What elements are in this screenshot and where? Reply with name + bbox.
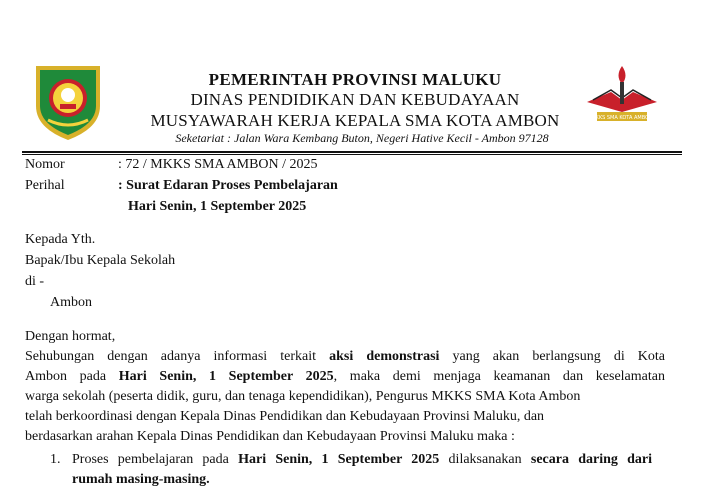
recipient-salutation: Kepada Yth. (25, 232, 96, 247)
body-emphasis: Hari Senin, 1 September 2025 (118, 369, 334, 384)
mkks-emblem-logo (581, 62, 663, 126)
list-emphasis: secara daring dari (530, 452, 653, 467)
body-line-2 (25, 367, 665, 387)
list-item-body (72, 450, 652, 490)
list-item-number: 1. (50, 452, 61, 467)
body-line-3: warga sekolah (peserta didik, guru, dan tenaga kependidikan), Pengurus MKKS SMA Kota Ambon (25, 389, 581, 404)
body-emphasis: aksi demonstrasi (329, 349, 440, 364)
greeting: Dengan hormat, (25, 329, 116, 344)
body-text: , maka demi menjaga keamanan dan keselamatan (333, 369, 665, 384)
nomor-value: : 72 / MKKS SMA AMBON / 2025 (118, 157, 318, 172)
letterhead (120, 70, 590, 146)
letterhead-line-agency: DINAS PENDIDIKAN DAN KEBUDAYAAN (190, 90, 520, 109)
body-line-4: telah berkoordinasi dengan Kepala Dinas Pendidikan dan Kebudayaan Provinsi Maluku, dan (25, 409, 545, 424)
list-emphasis: Hari Senin, 1 September 2025 (238, 452, 440, 467)
list-text: dilaksanakan (439, 452, 531, 467)
letterhead-line-government: PEMERINTAH PROVINSI MALUKU (208, 70, 502, 89)
body-line-1 (25, 347, 665, 367)
body-text: Ambon pada (25, 369, 119, 384)
list-text: Proses pembelajaran pada (72, 452, 239, 467)
body-text: Sehubungan dengan adanya informasi terkait (25, 349, 330, 364)
emblem-banner-text: MKKS SMA KOTA AMBON (591, 115, 653, 121)
body-line-5: berdasarkan arahan Kepala Dinas Pendidikan dan Kebudayaan Provinsi Maluku maka : (25, 429, 515, 444)
letterhead-rule-thick (22, 151, 682, 153)
list-emphasis: rumah masing-masing. (72, 472, 210, 487)
nomor-label: Nomor (25, 157, 65, 172)
recipient-di: di - (25, 274, 45, 289)
letterhead-line-organization: MUSYAWARAH KERJA KEPALA SMA KOTA AMBON (150, 111, 560, 130)
recipient-city: Ambon (50, 295, 92, 310)
perihal-date: Hari Senin, 1 September 2025 (128, 199, 307, 214)
body-paragraph (25, 347, 665, 447)
body-text: yang akan berlangsung di Kota (439, 349, 666, 364)
perihal-value: : Surat Edaran Proses Pembelajaran (118, 178, 338, 193)
recipient-name: Bapak/Ibu Kepala Sekolah (25, 253, 176, 268)
perihal-label: Perihal (25, 178, 65, 193)
letterhead-address: Seketariat : Jalan Wara Kembang Buton, Negeri Hative Kecil - Ambon 97128 (175, 131, 549, 145)
maluku-coat-of-arms-logo (30, 62, 106, 142)
